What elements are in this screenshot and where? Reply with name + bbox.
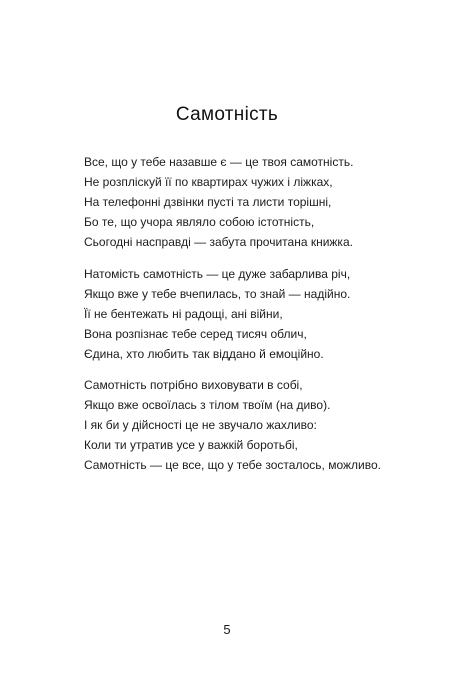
- poem-line: Її не бентежать ні радощі, ані війни,: [84, 307, 283, 321]
- poem-line: Вона розпізнає тебе серед тисяч облич,: [84, 327, 307, 341]
- poem-title: Самотність: [175, 104, 279, 125]
- page-number: 5: [223, 622, 231, 637]
- poem-line: Натомість самотність — це дуже забарлива річ,: [84, 267, 351, 281]
- poem-line: Самотність — це все, що у тебе зосталось, можливо.: [84, 458, 381, 472]
- poem-line: Все, що у тебе назавше є — це твоя самотність.: [84, 155, 354, 169]
- poem-line: Не розпліскуй її по квартирах чужих і ліжках,: [84, 175, 333, 189]
- stanza-1: [84, 152, 424, 252]
- poem-line: Коли ти утратив усе у важкій боротьбі,: [84, 438, 298, 452]
- poem-line: Якщо вже освоїлась з тілом твоїм (на диво).: [84, 398, 331, 412]
- poem-line: Бо те, що учора являло собою істотність,: [84, 215, 315, 229]
- poem-line: Самотність потрібно виховувати в собі,: [84, 378, 303, 392]
- poem-line: Єдина, хто любить так віддано й емоційно.: [84, 347, 324, 361]
- poem-line: На телефонні дзвінки пусті та листи торішні,: [84, 195, 332, 209]
- poem-line: Сьогодні насправді — забута прочитана книжка.: [84, 235, 353, 249]
- poem-line: Якщо вже у тебе вчепилась, то знай — надійно.: [84, 287, 351, 301]
- poem-line: І як би у дійсності це не звучало жахливо:: [84, 418, 317, 432]
- stanza-2: [84, 264, 424, 364]
- stanza-3: [84, 375, 424, 475]
